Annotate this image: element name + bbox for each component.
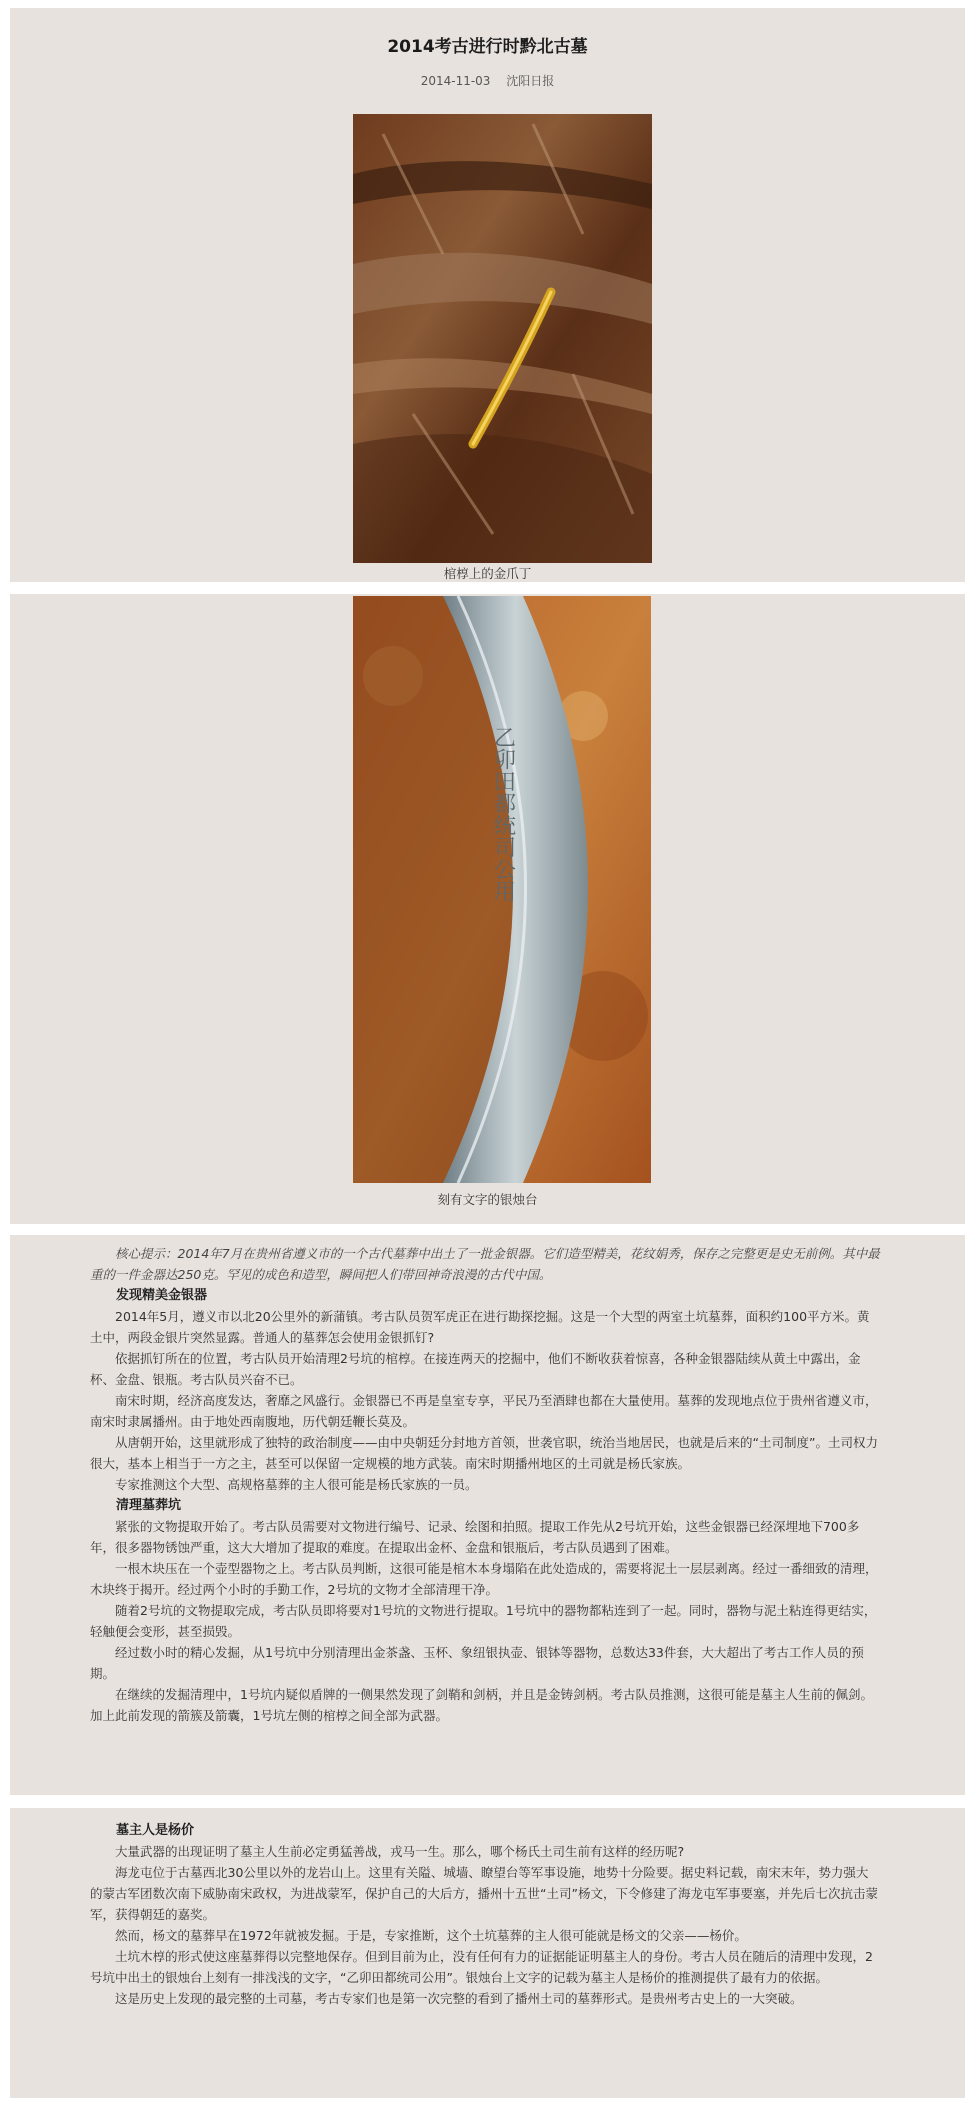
article-conclusion [90,1820,880,2009]
section-heading: 清理墓葬坑 [116,1498,182,1513]
article-conclusion-panel [10,1808,965,2098]
paragraph: 专家推测这个大型、高规格墓葬的主人很可能是杨氏家族的一员。 [115,1477,478,1492]
paragraph: 一根木块压在一个壶型器物之上。考古队员判断，这很可能是棺木本身塌陷在此处造成的，需要将泥土一层层剥离。经过一番细致的清理，木块终于揭开。经过两个小时的手勤工作，2号坑的文物才全部清理干净。 [90,1561,878,1597]
photo-caption: 棺椁上的金爪丁 [443,566,532,581]
paragraph: 土坑木椁的形式使这座墓葬得以完整地保存。但到目前为止，没有任何有力的证据能证明墓主人的身份。考古人员在随后的清理中发现，2号坑中出土的银烛台上刻有一排浅浅的文字，“乙卯田都统司公用”。银烛台上文字的记载为墓主人是杨价的推测提供了最有力的依据。 [90,1949,873,1985]
photo-panel [10,594,965,1224]
paragraph: 然而，杨文的墓葬早在1972年就被发掘。于是，专家推断，这个土坑墓葬的主人很可能就是杨文的父亲——杨价。 [115,1928,747,1943]
section-heading: 发现精美金银器 [116,1288,208,1303]
article-body [90,1243,880,1726]
section-heading: 墓主人是杨价 [116,1823,195,1838]
article-date: 2014-11-03 [420,74,491,88]
article-title: 2014考古进行时黔北古墓 [387,37,588,57]
article-meta [10,72,965,89]
article-source: 沈阳日报 [506,74,555,88]
paragraph: 大量武器的出现证明了墓主人生前必定勇猛善战，戎马一生。那么，哪个杨氏土司生前有这样的经历呢? [115,1844,685,1859]
paragraph: 从唐朝开始，这里就形成了独特的政治制度——由中央朝廷分封地方首领，世袭官职，统治当地居民，也就是后来的“土司制度”。土司权力很大，基本上相当于一方之主，甚至可以保留一定规模的地方武装。南宋时期播州地区的土司就是杨氏家族。 [90,1435,878,1471]
paragraph: 随着2号坑的文物提取完成，考古队员即将要对1号坑的文物进行提取。1号坑中的器物都粘连到了一起。同时，器物与泥土粘连得更结实，轻触便会变形，甚至损毁。 [90,1603,877,1639]
paragraph: 海龙屯位于古墓西北30公里以外的龙岩山上。这里有关隘、城墙、瞭望台等军事设施，地势十分险要。据史料记载，南宋末年，势力强大的蒙古军团数次南下威胁南宋政权，为进战蒙军，保护自己的大后方，播州十五世“土司”杨文，下令修建了海龙屯军事要塞，并先后七次抗击蒙军，获得朝廷的嘉奖。 [90,1865,878,1922]
paragraph: 经过数小时的精心发掘，从1号坑中分别清理出金茶盏、玉杯、象纽银执壶、银钵等器物，总数达33件套，大大超出了考古工作人员的预期。 [90,1645,864,1681]
paragraph: 2014年5月，遵义市以北20公里外的新蒲镇。考古队员贺军虎正在进行勘探挖掘。这是一个大型的两室土坑墓葬，面积约100平方米。黄土中，两段金银片突然显露。普通人的墓葬怎会使用金银抓钉? [90,1309,870,1345]
paragraph: 南宋时期，经济高度发达，奢靡之风盛行。金银器已不再是皇室专享，平民乃至酒肆也都在大量使用。墓葬的发现地点位于贵州省遵义市，南宋时隶属播州。由于地处西南腹地，历代朝廷鞭长莫及。 [90,1393,878,1429]
gold-clamp-image [353,114,652,563]
lead-paragraph: 核心提示：2014年7月在贵州省遵义市的一个古代墓葬中出土了一批金银器。它们造型精美，花纹娟秀，保存之完整更是史无前例。其中最重的一件金器达250克。罕见的成色和造型，瞬间把人们带回神奇浪漫的古代中国。 [90,1246,880,1282]
paragraph: 在继续的发掘清理中，1号坑内疑似盾牌的一侧果然发现了剑鞘和剑柄，并且是金铸剑柄。考古队员推测，这很可能是墓主人生前的佩剑。加上此前发现的箭簇及箭囊，1号坑左侧的棺椁之间全部为武器。 [90,1687,873,1723]
paragraph: 这是历史上发现的最完整的土司墓，考古专家们也是第一次完整的看到了播州土司的墓葬形式。是贵州考古史上的一大突破。 [115,1991,803,2006]
engraving-text: 乙卯田都统司公用 [490,726,516,902]
silver-candlestick-image [353,596,651,1183]
photo-caption: 刻有文字的银烛台 [437,1192,538,1207]
article-body-panel [10,1235,965,1795]
article-header-panel [10,8,965,582]
paragraph: 依据抓钉所在的位置，考古队员开始清理2号坑的棺椁。在接连两天的挖掘中，他们不断收获着惊喜，各种金银器陆续从黄土中露出，金杯、金盘、银瓶。考古队员兴奋不已。 [90,1351,861,1387]
photo-gold-clamp [353,114,652,563]
paragraph: 紧张的文物提取开始了。考古队员需要对文物进行编号、记录、绘图和拍照。提取工作先从2号坑开始，这些金银器已经深埋地下700多年，很多器物锈蚀严重，这大大增加了提取的难度。在提取出金杯、金盘和银瓶后，考古队员遇到了困难。 [90,1519,860,1555]
photo-silver-candlestick [353,596,651,1183]
